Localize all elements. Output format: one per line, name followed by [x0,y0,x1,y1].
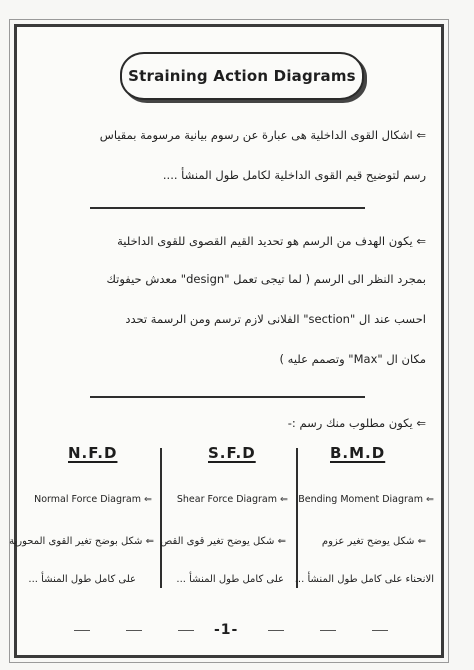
page-title: Straining Action Diagrams [128,67,356,85]
para1-line2: رسم لتوضيح قيم القوى الداخلية لكامل طول المنشأ .... [162,168,426,182]
nfd-english: ⇐ Normal Force Diagram [34,494,152,505]
bmd-line1: ⇐ شكل يوضح تغير عزوم [321,536,426,547]
bmd-english: ⇐ Bending Moment Diagram [298,494,434,505]
heading-sfd: S.F.D [208,444,256,462]
footer-dash [126,630,142,631]
page-frame [14,24,444,658]
footer-dash [178,630,194,631]
footer-dash [268,630,284,631]
bmd-line2: الانحناء على كامل طول المنشأ ... [294,574,434,585]
title-banner [120,52,364,100]
para1-line1: ⇐ اشكال القوى الداخلية هى عبارة عن رسوم بيانية مرسومة بمقياس [99,128,426,142]
nfd-line2: على كامل طول المنشأ ... [28,574,136,585]
footer-dash [320,630,336,631]
nfd-line1: ⇐ شكل بوضح تغير القوى المحورية [9,536,154,547]
footer-dash [74,630,90,631]
divider-top [90,207,365,209]
page-number: -1- [214,622,239,638]
para2-line1: ⇐ يكون الهدف من الرسم هو تحديد القيم القصوى للقوى الداخلية [117,234,426,248]
sfd-line1: ⇐ شكل يوضح تغير قوى القص [160,536,286,547]
para2-line4: مكان ال "Max" وتصمم عليه ) [279,352,426,366]
para2-line3: احسب عند ال "section" الفلانى لازم ترسم ومن الرسمة تحدد [125,312,426,326]
sfd-english: ⇐ Shear Force Diagram [176,494,288,505]
heading-bmd: B.M.D [330,444,386,462]
column-divider-left [160,448,162,588]
intro-line: ⇐ يكون مطلوب منك رسم :- [287,416,426,430]
divider-middle [90,396,365,398]
sfd-line2: على كامل طول المنشأ ... [176,574,284,585]
footer-dash [372,630,388,631]
para2-line2: بمجرد النظر الى الرسم ( لما تيجى تعمل "design" معدش حيفوتك [106,272,426,286]
column-divider-right [296,448,298,588]
heading-nfd: N.F.D [68,444,118,462]
